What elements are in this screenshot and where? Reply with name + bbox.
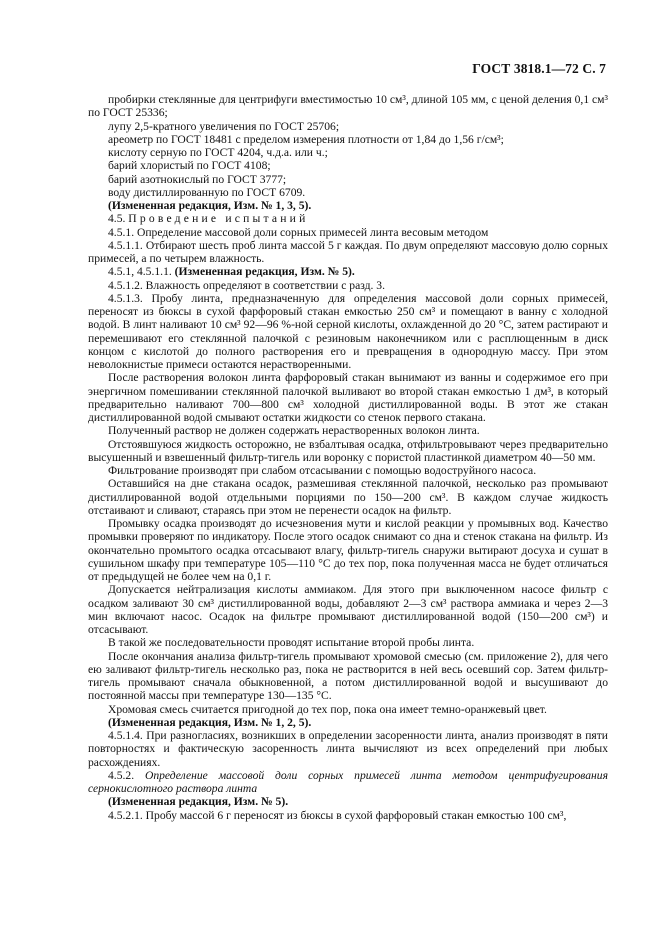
paragraph: лупу 2,5-кратного увеличения по ГОСТ 25706; xyxy=(108,119,340,133)
subsection-title: Определение массовой доли сорных примесей линта методом центрифугирования сернокислотного раствора линта xyxy=(88,768,608,795)
paragraph: 4.5.2.1. Пробу массой 6 г переносят из бюксы в сухой фарфоровый стакан емкостью 100 см³, xyxy=(108,808,567,822)
paragraph: пробирки стеклянные для центрифуги вместимостью 10 см³, длиной 105 мм, с ценой деления 0,1 см³ по ГОСТ 25336; xyxy=(88,93,608,120)
subsection-heading xyxy=(88,769,608,796)
paragraph: Полученный раствор не должен содержать нерастворенных волокон линта. xyxy=(108,424,480,438)
paragraph: После окончания анализа фильтр-тигель промывают хромовой смесью (см. приложение 2), для чего ею заливают фильтр-тигель несколько раз, пока не растворится в ней весь осевший сор. Затем фильтр-тигель промывают сначала обыкновенной, а потом дистиллированной водой и высушивают до постоянной массы при температуре 130—135 °С. xyxy=(88,649,608,703)
paragraph: В такой же последовательности проводят испытание второй пробы линта. xyxy=(108,636,475,650)
paragraph: ареометр по ГОСТ 18481 с пределом измерения плотности от 1,84 до 1,56 г/см³; xyxy=(108,132,504,146)
document-body xyxy=(88,93,608,822)
section-number: 4.5.2. xyxy=(108,768,145,782)
paragraph: Промывку осадка производят до исчезновения мути и кислой реакции у промывных вод. Качество промывки проверяют по индикатору. После этого осадок снимают со дна и стенок стакана на фильтр. Из окончательно промытого осадка отсасывают влагу, фильтр-тигель снаружи вытирают досуха и сушат в сушильном шкафу при температуре 105—110 °С до тех пор, пока полученная масса не будет отличаться от предыдущей не более чем на 0,1 г. xyxy=(88,517,608,583)
revision-note: (Измененная редакция, Изм. № 1, 2, 5). xyxy=(108,715,312,729)
paragraph: Оставшийся на дне стакана осадок, размешивая стеклянной палочкой, несколько раз промывают дистиллированной водой отдельными порциями по 150—200 см³. В каждом случае жидкость отстаивают и сливают, стараясь при этом не перенести осадок на фильтр. xyxy=(88,477,608,517)
paragraph: 4.5.1. Определение массовой доли сорных примесей линта весовым методом xyxy=(108,225,489,239)
paragraph: барий хлористый по ГОСТ 4108; xyxy=(108,159,271,173)
paragraph: 4.5.1.4. При разногласиях, возникших в определении засоренности линта, анализ производят в пяти повторностях и фактическую засоренность линта вычисляют из всех определений при любых расхождениях. xyxy=(88,729,608,769)
paragraph: Хромовая смесь считается пригодной до тех пор, пока она имеет темно-оранжевый цвет. xyxy=(108,702,547,716)
section-number: 4.5. xyxy=(108,212,129,226)
paragraph: 4.5.1.3. Пробу линта, предназначенную для определения массовой доли сорных примесей, переносят из бюксы в сухой фарфоровый стакан емкостью 250 см³ и помещают в ванну с холодной водой. В линт наливают 10 см³ 92—96 %-ной серной кислоты, охлажденной до 20 °С, затем растирают и перемешивают его стеклянной палочкой с резиновым наконечником или с расплющенным в диск концом с кислотой до полного растворения его и превращения в однородную массу. При этом неволокнистые примеси остаются нерастворенными. xyxy=(88,291,608,371)
paragraph: После растворения волокон линта фарфоровый стакан вынимают из ванны и содержимое его при энергичном помешивании стеклянной палочкой выливают во второй стакан емкостью 1 дм³, в который предварительно наливают 700—800 см³ холодной дистиллированной воды. В этот же стакан дистиллированной водой смывают остатки жидкости со стенок первого стакана. xyxy=(88,371,608,424)
revision-note xyxy=(88,265,608,278)
clause-refs: 4.5.1, 4.5.1.1. xyxy=(108,265,175,279)
paragraph: барий азотнокислый по ГОСТ 3777; xyxy=(108,172,287,186)
revision-text: (Измененная редакция, Изм. № 5). xyxy=(174,265,355,279)
paragraph: 4.5.1.1. Отбирают шесть проб линта массой 5 г каждая. По двум определяют массовую долю сорных примесей, а по четырем влажность. xyxy=(88,238,608,265)
paragraph: Фильтрование производят при слабом отсасывании с помощью водоструйного насоса. xyxy=(108,464,537,477)
paragraph: воду дистиллированную по ГОСТ 6709. xyxy=(108,185,306,199)
section-heading xyxy=(88,212,608,225)
revision-note: (Измененная редакция, Изм. № 1, 3, 5). xyxy=(108,199,312,212)
revision-note: (Измененная редакция, Изм. № 5). xyxy=(108,795,289,809)
section-title: Проведение испытаний xyxy=(128,212,309,226)
paragraph: кислоту серную по ГОСТ 4204, ч.д.а. или ч.; xyxy=(108,146,328,159)
paragraph: 4.5.1.2. Влажность определяют в соответствии с разд. 3. xyxy=(108,278,385,292)
page-header: ГОСТ 3818.1—72 С. 7 xyxy=(472,61,606,76)
paragraph: Отстоявшуюся жидкость осторожно, не взбалтывая осадка, отфильтровывают через предварительно высушенный и взвешенный фильтр-тигель или воронку с пористой пластинкой диаметром 40—50 мм. xyxy=(88,437,608,464)
paragraph: Допускается нейтрализация кислоты аммиаком. Для этого при выключенном насосе фильтр с осадком заливают 30 см³ дистиллированной воды, добавляют 2—3 см³ раствора аммиака и через 2—3 мин включают насос. Осадок на фильтре промывают дистиллированной водой (150—200 см³) и отсасывают. xyxy=(88,583,608,636)
